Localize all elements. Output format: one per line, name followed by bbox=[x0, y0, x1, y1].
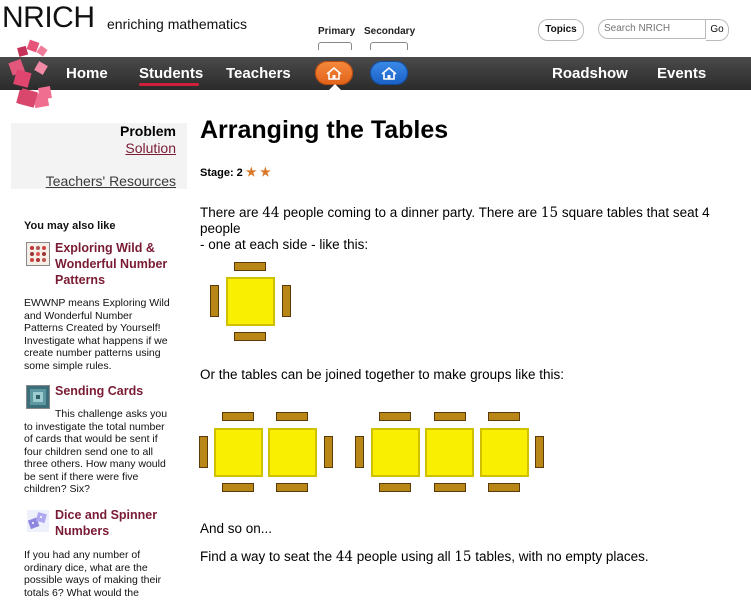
desc-line: and Wonderful Number bbox=[24, 309, 133, 322]
related-title-line[interactable]: Sending Cards bbox=[55, 384, 144, 398]
related-thumbnail[interactable] bbox=[26, 509, 50, 533]
related-title-line[interactable]: Dice and Spinner bbox=[55, 508, 158, 522]
secondary-bracket bbox=[370, 42, 408, 50]
related-title[interactable] bbox=[55, 383, 143, 399]
secondary-home-icon bbox=[370, 61, 408, 85]
desc-line: Investigate what happens if we bbox=[24, 334, 168, 347]
search-input[interactable] bbox=[598, 19, 706, 39]
desc-line: totals 6? What would the bbox=[24, 586, 139, 599]
text-span: square tables that seat 4 people bbox=[200, 205, 710, 236]
number-span: 44 bbox=[262, 205, 280, 221]
logo-text[interactable]: NRICH bbox=[2, 1, 95, 34]
desc-line: children? Six? bbox=[24, 483, 90, 495]
chair bbox=[222, 483, 254, 492]
tab-problem: Problem bbox=[119, 123, 176, 139]
nav-home[interactable]: Home bbox=[66, 65, 108, 82]
stage-label: Stage: 2 bbox=[200, 167, 243, 179]
chair bbox=[488, 412, 520, 421]
desc-line: three others. How many would bbox=[24, 458, 166, 470]
page-title: Arranging the Tables bbox=[200, 116, 449, 144]
stage-indicator bbox=[200, 165, 271, 179]
nav-active-indicator bbox=[139, 83, 199, 86]
chair bbox=[282, 285, 291, 317]
related-title[interactable] bbox=[55, 507, 157, 539]
number-span: 44 bbox=[335, 549, 354, 565]
topics-button[interactable]: Topics bbox=[538, 19, 584, 41]
square-table bbox=[371, 428, 420, 477]
task-paragraph bbox=[200, 549, 745, 565]
desc-line: to investigate the total number bbox=[24, 420, 165, 433]
two-table-group-diagram bbox=[198, 408, 328, 498]
number-span: 15 bbox=[454, 549, 472, 565]
related-title-line[interactable]: Patterns bbox=[55, 273, 106, 287]
nav-events[interactable]: Events bbox=[657, 65, 707, 82]
desc-line: ordinary dice, what are the bbox=[24, 561, 148, 574]
chair bbox=[324, 436, 333, 468]
desc-line: EWWNP means Exploring Wild bbox=[24, 297, 170, 309]
chair bbox=[276, 412, 308, 421]
desc-line: four children send one to all bbox=[24, 445, 153, 458]
desc-line: possible ways of making their bbox=[24, 574, 162, 586]
text-span: tables, with no empty places. bbox=[471, 549, 649, 564]
related-title-line[interactable]: Wonderful Number bbox=[55, 257, 168, 271]
and-so-on-paragraph: And so on... bbox=[200, 521, 273, 536]
related-title-line[interactable]: Exploring Wild & bbox=[55, 241, 155, 255]
chair bbox=[535, 436, 544, 468]
logo-cubes-overlay-icon bbox=[6, 57, 56, 112]
desc-line: This challenge asks you bbox=[55, 408, 168, 420]
primary-home-button[interactable] bbox=[315, 61, 353, 85]
text-span: There are bbox=[200, 205, 263, 220]
nav-roadshow[interactable]: Roadshow bbox=[552, 65, 628, 82]
chair bbox=[355, 436, 364, 468]
square-table bbox=[268, 428, 317, 477]
level-pointer-notch bbox=[329, 84, 341, 90]
square-table bbox=[425, 428, 474, 477]
related-description bbox=[24, 549, 161, 599]
search-go-button[interactable]: Go bbox=[706, 19, 729, 41]
stage-stars-icon: ★ ★ bbox=[245, 165, 271, 179]
desc-line: create number patterns using bbox=[24, 347, 161, 359]
chair bbox=[434, 412, 466, 421]
related-thumbnail[interactable] bbox=[26, 242, 50, 266]
text-span: Find a way to seat the bbox=[200, 549, 336, 564]
desc-line: some simple rules. bbox=[24, 359, 112, 372]
also-like-heading: You may also like bbox=[24, 220, 116, 232]
secondary-home-button[interactable] bbox=[370, 61, 408, 85]
related-title-line[interactable]: Numbers bbox=[55, 524, 110, 538]
groups-paragraph: Or the tables can be joined together to make groups like this: bbox=[200, 367, 564, 382]
nav-students[interactable]: Students bbox=[139, 65, 204, 82]
intro-paragraph bbox=[200, 205, 745, 253]
nav-teachers[interactable]: Teachers bbox=[226, 65, 291, 82]
chair bbox=[210, 285, 219, 317]
tab-teachers-resources[interactable]: Teachers' Resources bbox=[45, 173, 176, 189]
primary-home-icon bbox=[315, 61, 353, 85]
square-table bbox=[214, 428, 263, 477]
desc-line: of cards that would be sent if bbox=[24, 433, 158, 445]
text-span: people using all bbox=[353, 549, 455, 564]
three-table-group-diagram bbox=[354, 408, 554, 498]
chair bbox=[234, 332, 266, 341]
chair bbox=[222, 412, 254, 421]
desc-line: be sent if there were five bbox=[24, 470, 139, 483]
dice-spinner-icon bbox=[27, 510, 49, 532]
related-description bbox=[24, 297, 170, 372]
text-span: - one at each side - like this: bbox=[200, 237, 369, 252]
level-secondary-label: Secondary bbox=[364, 26, 416, 37]
primary-bracket bbox=[318, 42, 352, 50]
level-primary-label: Primary bbox=[318, 26, 356, 37]
text-span: people coming to a dinner party. There are bbox=[279, 205, 541, 220]
tab-solution[interactable]: Solution bbox=[125, 140, 176, 156]
number-pattern-icon bbox=[27, 243, 49, 265]
chair bbox=[379, 483, 411, 492]
related-title[interactable] bbox=[55, 240, 167, 288]
chair bbox=[434, 483, 466, 492]
sending-cards-icon bbox=[27, 386, 49, 408]
chair bbox=[488, 483, 520, 492]
chair bbox=[276, 483, 308, 492]
related-description bbox=[24, 408, 167, 496]
chair bbox=[379, 412, 411, 421]
square-table bbox=[480, 428, 529, 477]
logo-tagline: enriching mathematics bbox=[107, 16, 248, 32]
desc-line: If you had any number of bbox=[24, 549, 141, 561]
number-span: 15 bbox=[540, 205, 559, 221]
desc-line: Patterns Created by Yourself! bbox=[24, 322, 161, 334]
square-table bbox=[226, 277, 275, 326]
chair bbox=[234, 262, 266, 271]
chair bbox=[199, 436, 208, 468]
single-table-diagram bbox=[205, 255, 295, 345]
related-thumbnail[interactable] bbox=[26, 385, 50, 409]
